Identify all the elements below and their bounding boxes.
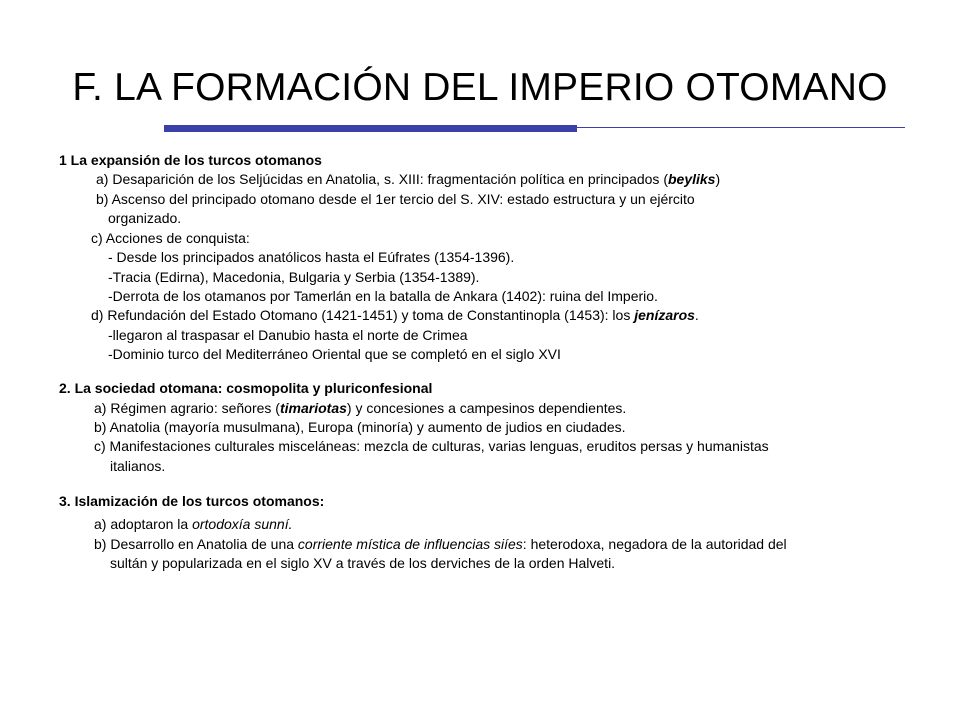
section-2-item-a-emphasis: timariotas [279,400,347,416]
slide-title: F. LA FORMACIÓN DEL IMPERIO OTOMANO [72,66,888,109]
section-1-item-a [96,170,720,190]
section-3-item-b-line2: sultán y popularizada en el siglo XV a través de los derviches de la orden Halveti. [110,555,616,571]
section-3-heading: 3. Islamización de los turcos otomanos: [59,493,325,509]
section-1-item-a-close: ) [715,171,721,187]
title-underline-thick [164,125,577,132]
section-1-item-d-emphasis: jenízaros [634,307,695,323]
section-1-item-c-sub2: -Tracia (Edirna), Macedonia, Bulgaria y Serbia (1354-1389). [108,269,480,285]
section-3-item-a-text: a) adoptaron la [94,516,193,532]
section-3-item-a-emphasis: ortodoxía sunní. [192,516,293,532]
title-underline-thin [577,127,905,128]
section-3-item-b-emphasis: corriente mística de influencias siíes [297,536,523,552]
section-1-item-d-sub1: -llegaron al traspasar el Danubio hasta el norte de Crimea [108,327,468,343]
section-1-item-d-sub2: -Dominio turco del Mediterráneo Oriental que se completó en el siglo XVI [108,346,561,362]
section-1-item-d-text: d) Refundación del Estado Otomano (1421-1451) y toma de Constantinopla (1453): los [91,307,635,323]
section-2-item-a-rest: ) y concesiones a campesinos dependientes. [346,400,627,416]
section-1-item-d [91,306,699,326]
section-2-item-a-text: a) Régimen agrario: señores ( [94,400,280,416]
section-2-heading: 2. La sociedad otomana: cosmopolita y pluriconfesional [59,380,433,396]
section-2-item-b: b) Anatolia (mayoría musulmana), Europa (minoría) y aumento de judios en ciudades. [94,419,626,435]
section-1-heading: 1 La expansión de los turcos otomanos [59,152,322,168]
section-1-item-c-sub3: -Derrota de los otamanos por Tamerlán en la batalla de Ankara (1402): ruina del Imperio. [108,288,658,304]
section-2-item-c-line2: italianos. [110,458,166,474]
section-1-item-b-line2: organizado. [108,210,182,226]
section-3-item-b-rest: : heterodoxa, negadora de la autoridad del [522,536,787,552]
section-1-item-a-text: a) Desaparición de los Seljúcidas en Anatolia, s. XIII: fragmentación política en principados ( [96,171,668,187]
section-3-item-b-line1 [94,535,787,555]
section-1-item-c-sub1: - Desde los principados anatólicos hasta el Eúfrates (1354-1396). [108,249,515,265]
section-3-item-b-text: b) Desarrollo en Anatolia de una [94,536,298,552]
section-1-item-d-close: . [694,307,699,323]
section-3-item-a [94,515,292,535]
section-2-item-c-line1: c) Manifestaciones culturales misceláneas: mezcla de culturas, varias lenguas, eruditos persas y humanistas [94,438,769,454]
section-1-item-a-emphasis: beyliks [667,171,716,187]
section-1-item-b-line1: b) Ascenso del principado otomano desde el 1er tercio del S. XIV: estado estructura y un ejército [96,191,695,207]
section-2-item-a [94,399,626,419]
section-1-item-c: c) Acciones de conquista: [91,230,250,246]
